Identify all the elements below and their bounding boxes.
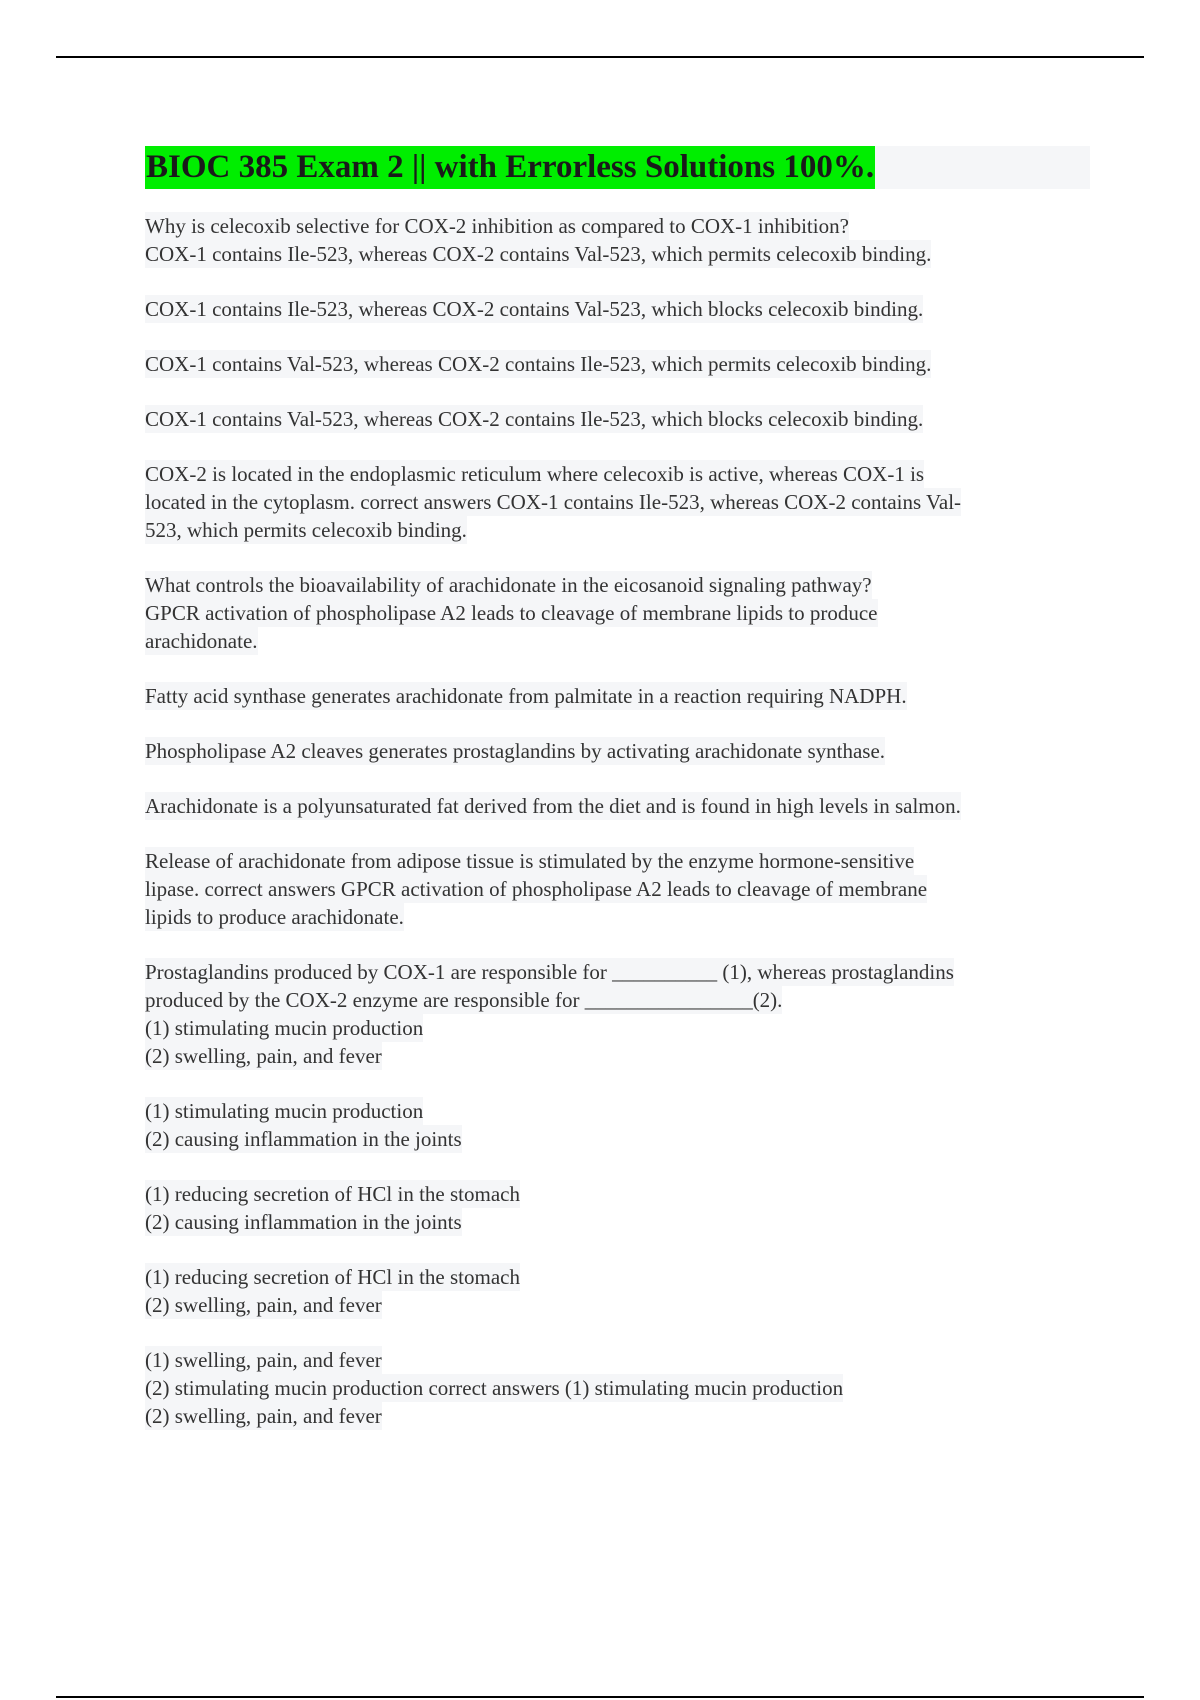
text-line: Phospholipase A2 cleaves generates prostaglandins by activating arachidonate synthase. — [145, 739, 886, 763]
text-block — [145, 295, 1090, 323]
document-body — [145, 146, 1090, 1457]
text-block — [145, 212, 1090, 268]
header-rule — [56, 56, 1144, 58]
footer-rule — [56, 1696, 1144, 1698]
text-line: (1) reducing secretion of HCl in the stomach — [145, 1182, 520, 1206]
text-block — [145, 350, 1090, 378]
text-block — [145, 405, 1090, 433]
text-line: Why is celecoxib selective for COX-2 inhibition as compared to COX-1 inhibition? — [145, 214, 849, 238]
text-line: COX-1 contains Ile-523, whereas COX-2 contains Val-523, which permits celecoxib binding. — [145, 242, 932, 266]
text-line: COX-1 contains Ile-523, whereas COX-2 contains Val-523, which blocks celecoxib binding. — [145, 297, 924, 321]
text-line: (2) swelling, pain, and fever — [145, 1293, 382, 1317]
text-block — [145, 737, 1090, 765]
document-title: BIOC 385 Exam 2 || with Errorless Solutions 100%. — [145, 146, 875, 189]
text-line: Fatty acid synthase generates arachidonate from palmitate in a reaction requiring NADPH. — [145, 684, 907, 708]
text-line: (2) swelling, pain, and fever — [145, 1404, 382, 1428]
text-block — [145, 571, 1090, 655]
text-line: COX-1 contains Val-523, whereas COX-2 contains Ile-523, which blocks celecoxib binding. — [145, 407, 924, 431]
text-block — [145, 1180, 1090, 1236]
text-line: COX-1 contains Val-523, whereas COX-2 contains Ile-523, which permits celecoxib binding. — [145, 352, 932, 376]
text-line: COX-2 is located in the endoplasmic reticulum where celecoxib is active, whereas COX-1 is — [145, 462, 925, 486]
text-line: (1) reducing secretion of HCl in the stomach — [145, 1265, 520, 1289]
text-line: (2) causing inflammation in the joints — [145, 1210, 462, 1234]
text-line: Arachidonate is a polyunsaturated fat derived from the diet and is found in high levels in salmon. — [145, 794, 961, 818]
text-line: Release of arachidonate from adipose tissue is stimulated by the enzyme hormone-sensitive — [145, 849, 915, 873]
text-block — [145, 847, 1090, 931]
text-line: 523, which permits celecoxib binding. — [145, 518, 467, 542]
text-line: located in the cytoplasm. correct answers COX-1 contains Ile-523, whereas COX-2 contains Val- — [145, 490, 962, 514]
text-line: lipids to produce arachidonate. — [145, 905, 404, 929]
text-line: What controls the bioavailability of arachidonate in the eicosanoid signaling pathway? — [145, 573, 872, 597]
question-blocks — [145, 212, 1090, 1430]
text-line: lipase. correct answers GPCR activation of phospholipase A2 leads to cleavage of membrane — [145, 877, 928, 901]
text-line: (2) causing inflammation in the joints — [145, 1127, 462, 1151]
text-block — [145, 1346, 1090, 1430]
text-line: (1) stimulating mucin production — [145, 1099, 424, 1123]
text-line: (1) stimulating mucin production — [145, 1016, 424, 1040]
text-block — [145, 792, 1090, 820]
text-block — [145, 1263, 1090, 1319]
text-line: (2) stimulating mucin production correct answers (1) stimulating mucin production — [145, 1376, 844, 1400]
text-line: produced by the COX-2 enzyme are responsible for ________________(2). — [145, 988, 783, 1012]
text-line: GPCR activation of phospholipase A2 leads to cleavage of membrane lipids to produce — [145, 601, 878, 625]
text-line: (2) swelling, pain, and fever — [145, 1044, 382, 1068]
text-line: arachidonate. — [145, 629, 258, 653]
text-block — [145, 958, 1090, 1070]
title-row — [145, 146, 1090, 189]
text-block — [145, 682, 1090, 710]
text-line: (1) swelling, pain, and fever — [145, 1348, 382, 1372]
text-block — [145, 1097, 1090, 1153]
text-block — [145, 460, 1090, 544]
text-line: Prostaglandins produced by COX-1 are responsible for __________ (1), whereas prostaglandins — [145, 960, 954, 984]
